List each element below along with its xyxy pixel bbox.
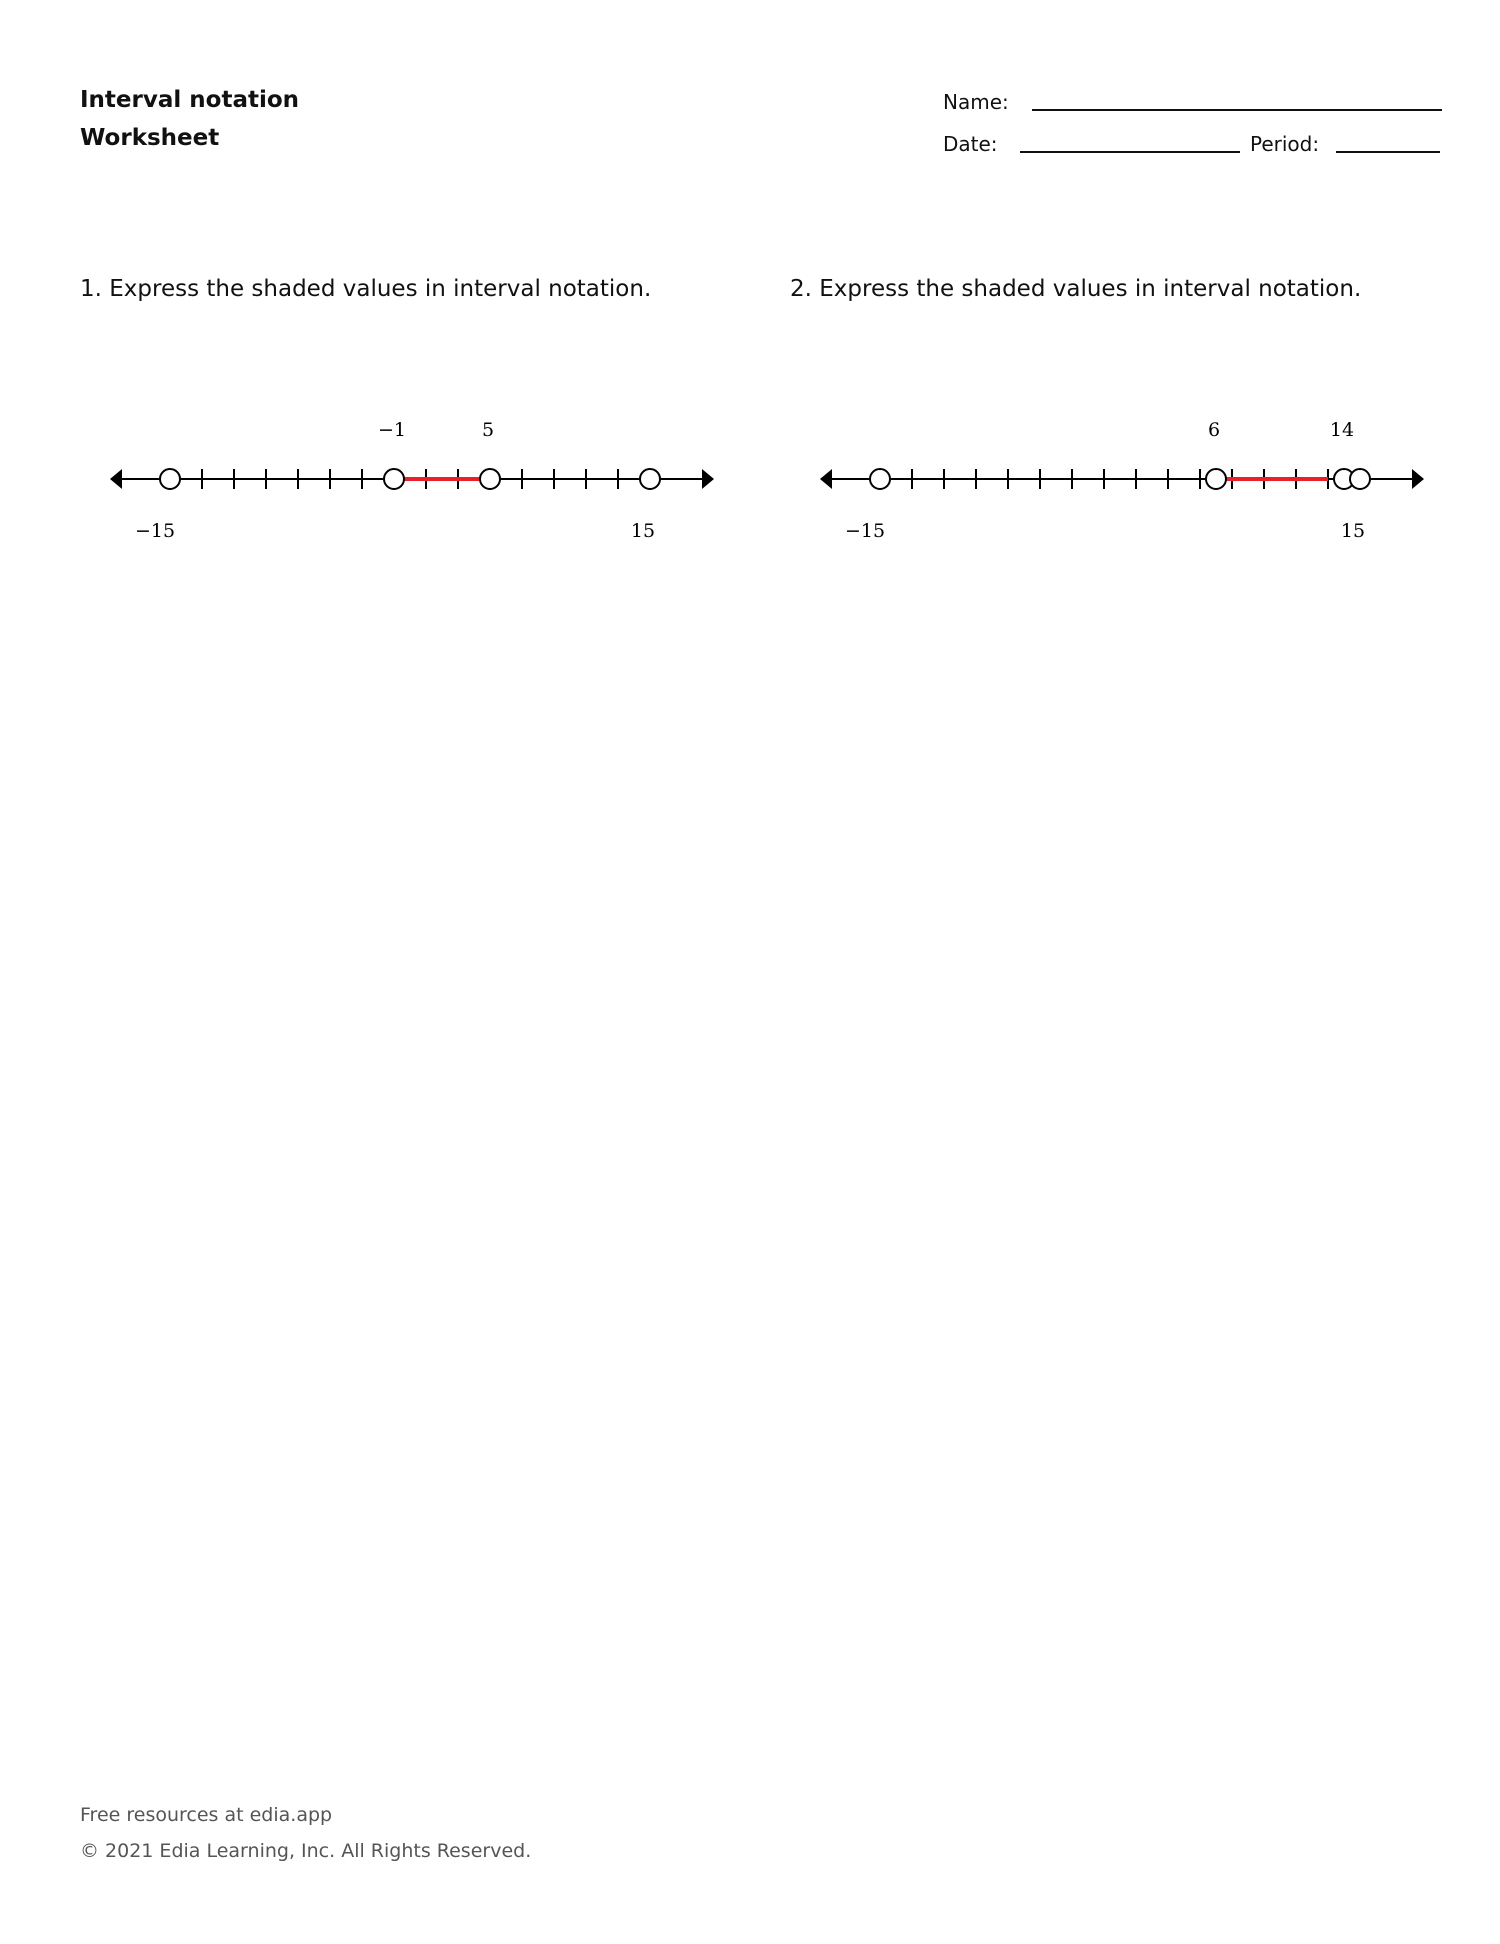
period-field-line[interactable]	[1336, 151, 1440, 153]
open-circle-point	[640, 469, 660, 489]
number-line-2	[800, 400, 1440, 550]
min-label: −15	[844, 520, 886, 542]
name-label: Name:	[943, 90, 1009, 114]
open-circle-point	[160, 469, 180, 489]
point-label: 5	[481, 419, 495, 441]
open-circle-point	[384, 469, 404, 489]
question-1-text: 1. Express the shaded values in interval notation.	[80, 276, 652, 302]
open-circle-point	[870, 469, 890, 489]
open-circle-point	[1206, 469, 1226, 489]
point-label: 6	[1207, 419, 1221, 441]
date-field-line[interactable]	[1020, 151, 1240, 153]
number-line-svg	[90, 400, 730, 550]
point-label: −1	[377, 419, 407, 441]
footer-resources: Free resources at edia.app	[80, 1804, 333, 1826]
worksheet-title-line2: Worksheet	[80, 125, 220, 151]
footer-copyright: © 2021 Edia Learning, Inc. All Rights Reserved.	[80, 1840, 532, 1862]
name-field-line[interactable]	[1032, 109, 1442, 111]
date-label: Date:	[943, 132, 998, 156]
number-line-svg	[800, 400, 1440, 550]
min-label: −15	[134, 520, 176, 542]
worksheet-title-line1: Interval notation	[80, 87, 300, 113]
question-2-text: 2. Express the shaded values in interval notation.	[790, 276, 1362, 302]
max-label: 15	[630, 520, 656, 542]
left-arrow-icon	[820, 469, 832, 489]
point-label: 14	[1329, 419, 1355, 441]
max-label: 15	[1340, 520, 1366, 542]
period-label: Period:	[1250, 132, 1320, 156]
number-line-1	[90, 400, 730, 550]
open-circle-point	[1350, 469, 1370, 489]
right-arrow-icon	[1412, 469, 1424, 489]
open-circle-point	[480, 469, 500, 489]
right-arrow-icon	[702, 469, 714, 489]
left-arrow-icon	[110, 469, 122, 489]
